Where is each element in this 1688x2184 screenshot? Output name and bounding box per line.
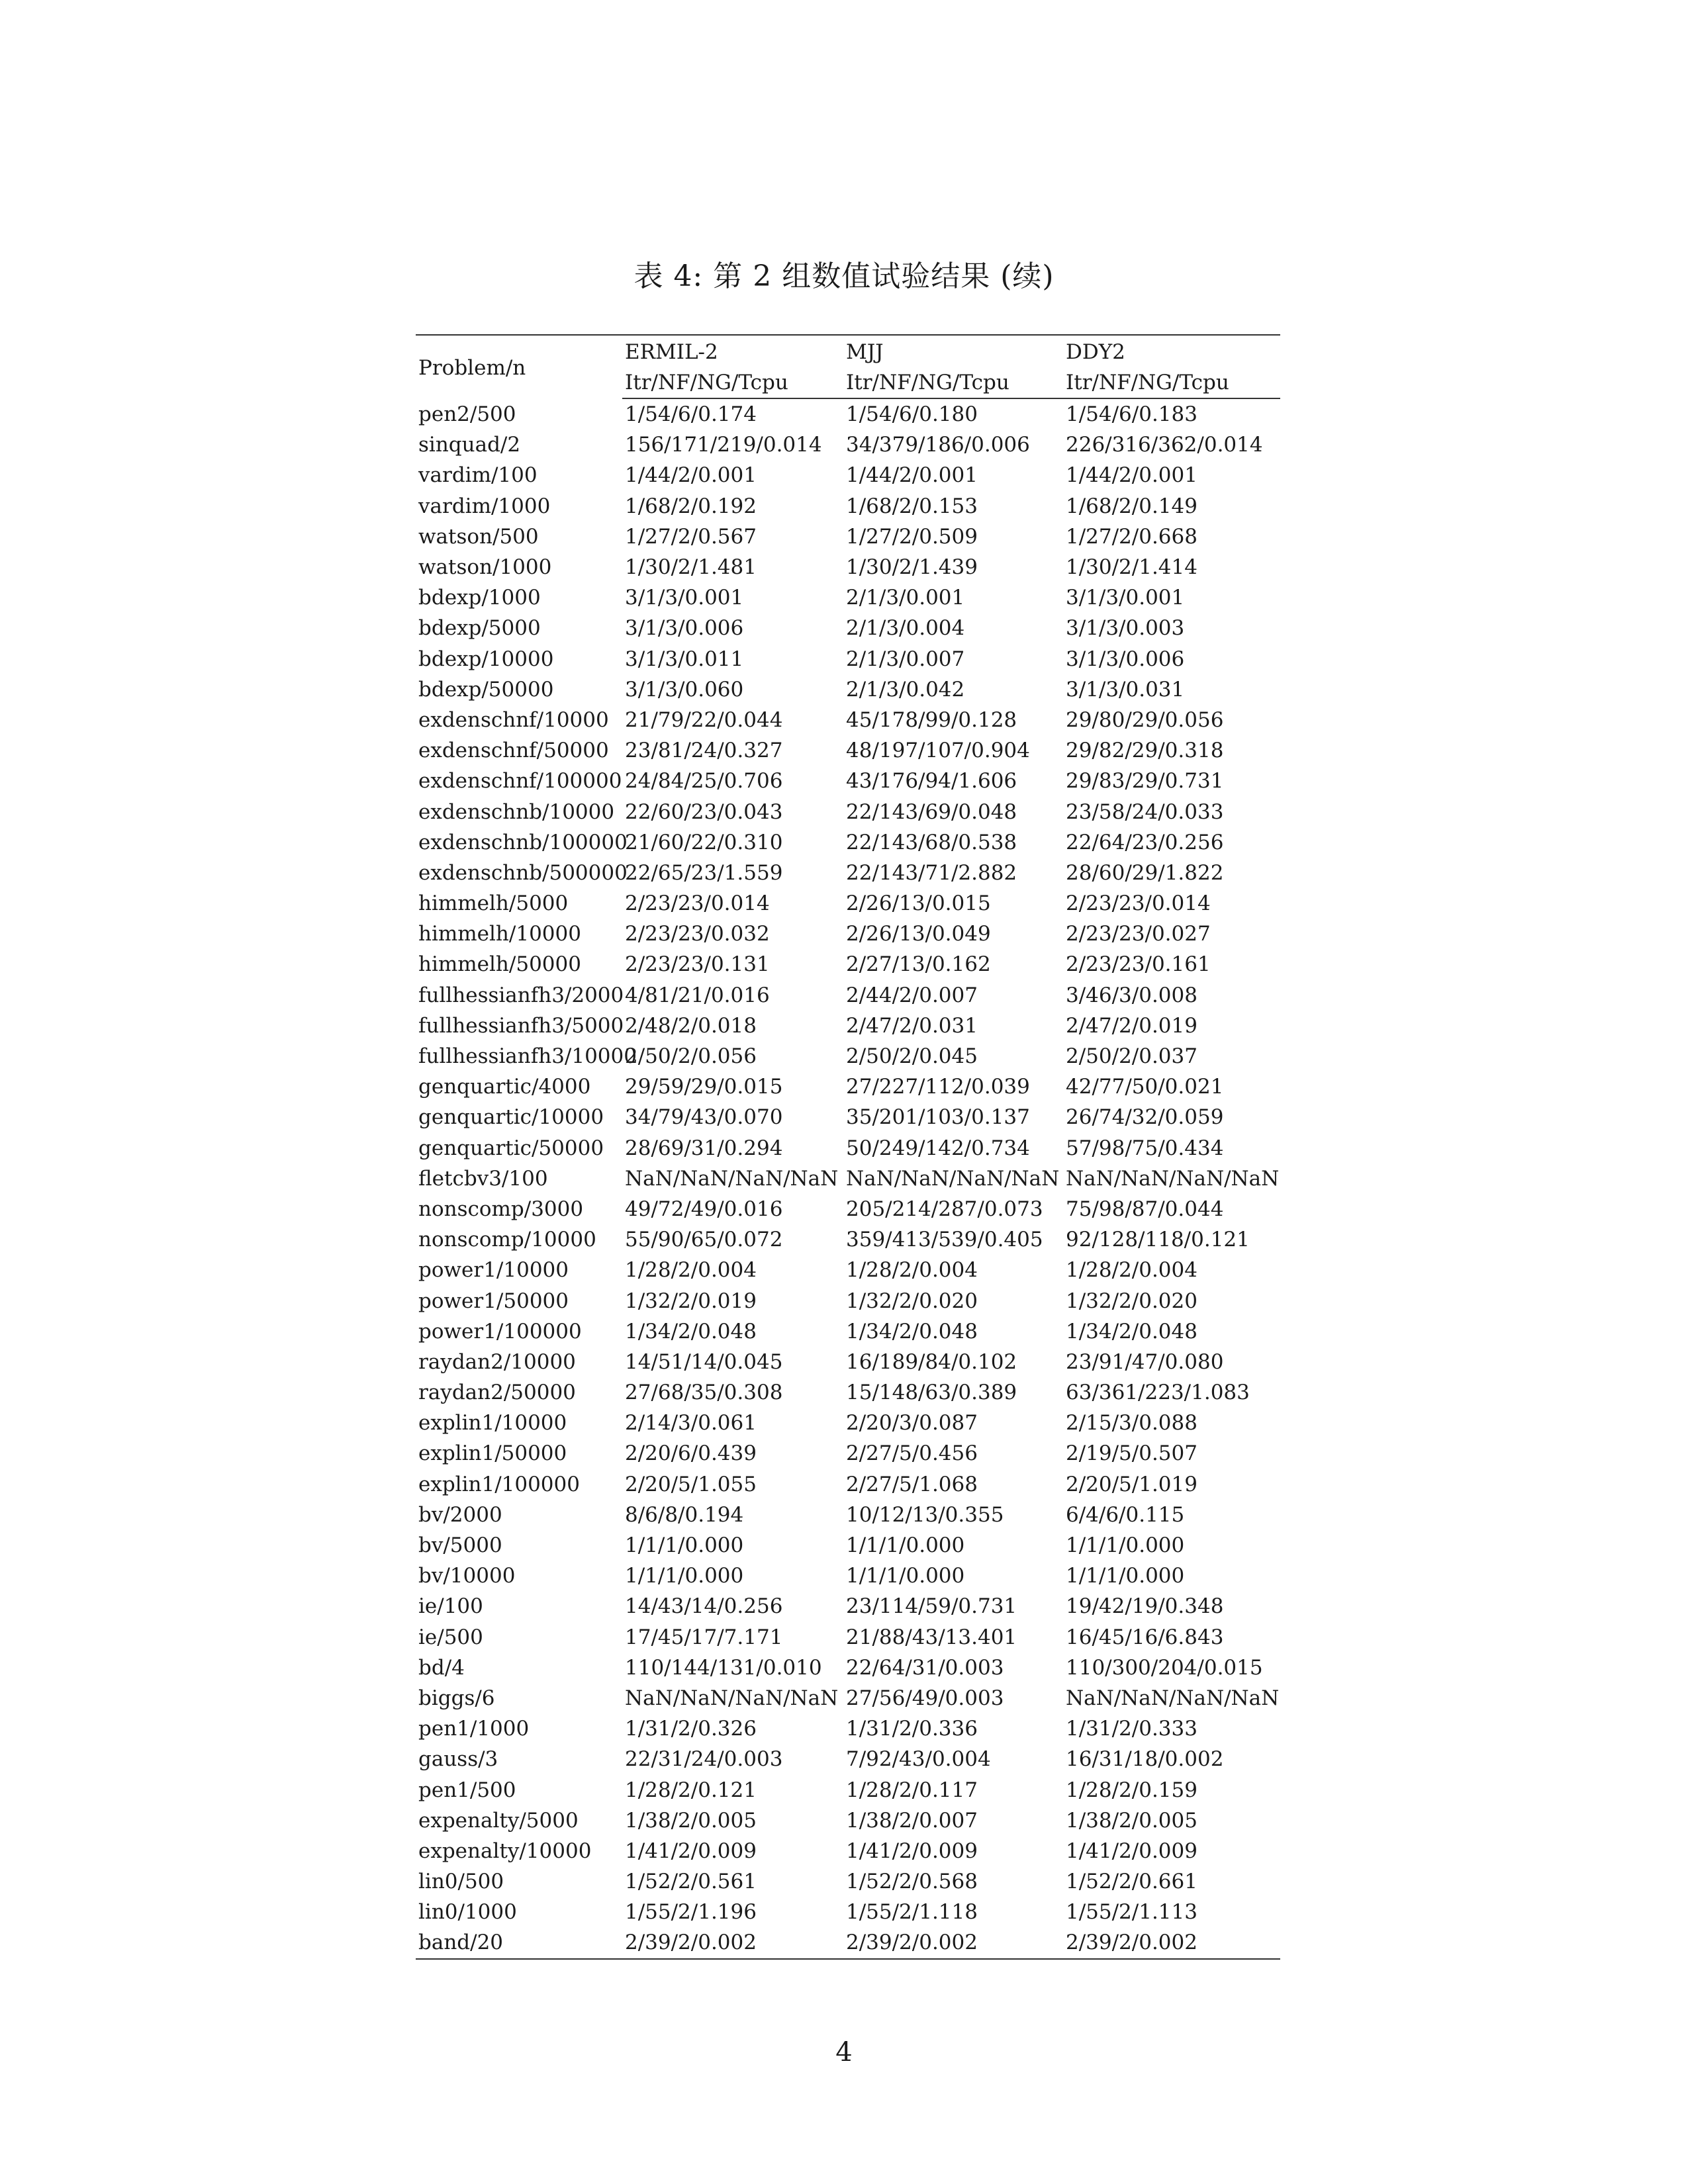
cell-mjj: 34/379/186/0.006	[846, 433, 1030, 457]
cell-ermil2: 3/1/3/0.006	[625, 616, 744, 641]
cell-ddy2: 1/38/2/0.005	[1066, 1808, 1197, 1833]
cell-problem: watson/500	[418, 524, 539, 549]
cell-ddy2: 16/31/18/0.002	[1066, 1747, 1224, 1772]
cell-ddy2: 29/80/29/0.056	[1066, 707, 1224, 732]
cell-problem: expenalty/5000	[418, 1808, 579, 1833]
cell-ddy2: NaN/NaN/NaN/NaN	[1066, 1686, 1280, 1710]
cell-mjj: 7/92/43/0.004	[846, 1747, 991, 1772]
table-row	[416, 1163, 1280, 1194]
cell-ddy2: 2/23/23/0.014	[1066, 891, 1211, 916]
cell-ermil2: 2/20/6/0.439	[625, 1441, 757, 1466]
page-number: 4	[835, 2037, 853, 2068]
cell-problem: power1/10000	[418, 1258, 569, 1283]
table-row	[416, 1866, 1280, 1897]
cell-ermil2: 156/171/219/0.014	[625, 433, 822, 457]
results-table-container	[416, 334, 1280, 1960]
cell-ddy2: 1/41/2/0.009	[1066, 1839, 1197, 1863]
cell-problem: bv/5000	[418, 1533, 502, 1558]
table-row	[416, 1408, 1280, 1438]
table-row	[416, 1316, 1280, 1347]
table-row	[416, 398, 1280, 430]
cell-ddy2: 1/52/2/0.661	[1066, 1870, 1197, 1894]
header-problem: Problem/n	[416, 335, 622, 398]
table-row	[416, 1653, 1280, 1683]
cell-ddy2: 1/31/2/0.333	[1066, 1717, 1197, 1741]
cell-ermil2: 1/52/2/0.561	[625, 1870, 757, 1894]
cell-ddy2: 1/68/2/0.149	[1066, 494, 1197, 518]
cell-problem: bdexp/5000	[418, 616, 541, 641]
header-metric-ddy2: Itr/NF/NG/Tcpu	[1063, 367, 1280, 398]
cell-ddy2: 1/44/2/0.001	[1066, 463, 1197, 488]
cell-mjj: 45/178/99/0.128	[846, 707, 1017, 732]
table-row	[416, 1805, 1280, 1836]
cell-mjj: 27/227/112/0.039	[846, 1075, 1030, 1099]
cell-ddy2: 28/60/29/1.822	[1066, 860, 1224, 885]
table-row	[416, 1041, 1280, 1071]
cell-ermil2: 3/1/3/0.001	[625, 586, 744, 610]
cell-ddy2: 1/1/1/0.000	[1066, 1564, 1185, 1588]
cell-ermil2: 4/81/21/0.016	[625, 983, 770, 1007]
table-row	[416, 1255, 1280, 1285]
table-row	[416, 1744, 1280, 1774]
cell-mjj: 2/47/2/0.031	[846, 1013, 978, 1038]
cell-ermil2: 2/48/2/0.018	[625, 1013, 757, 1038]
table-row	[416, 460, 1280, 490]
cell-mjj: 1/41/2/0.009	[846, 1839, 978, 1863]
cell-mjj: 27/56/49/0.003	[846, 1686, 1004, 1710]
cell-mjj: 1/68/2/0.153	[846, 494, 978, 518]
cell-ermil2: 1/68/2/0.192	[625, 494, 757, 518]
table-row	[416, 1530, 1280, 1561]
cell-problem: bdexp/50000	[418, 677, 554, 702]
cell-ermil2: 1/1/1/0.000	[625, 1564, 744, 1588]
table-row	[416, 430, 1280, 460]
cell-mjj: 2/27/5/0.456	[846, 1441, 978, 1466]
cell-problem: fullhessianfh3/5000	[418, 1013, 624, 1038]
cell-mjj: 23/114/59/0.731	[846, 1594, 1017, 1619]
cell-ermil2: 34/79/43/0.070	[625, 1105, 783, 1130]
cell-mjj: 2/1/3/0.001	[846, 586, 965, 610]
cell-problem: watson/1000	[418, 555, 552, 580]
cell-mjj: 359/413/539/0.405	[846, 1228, 1043, 1252]
cell-mjj: 2/44/2/0.007	[846, 983, 978, 1007]
cell-problem: nonscomp/10000	[418, 1228, 596, 1252]
cell-ddy2: 1/34/2/0.048	[1066, 1319, 1197, 1343]
cell-ermil2: 21/60/22/0.310	[625, 830, 783, 854]
cell-problem: explin1/100000	[418, 1472, 580, 1496]
cell-mjj: 1/54/6/0.180	[846, 402, 978, 427]
cell-mjj: 2/1/3/0.007	[846, 647, 965, 671]
table-row	[416, 1377, 1280, 1408]
cell-ermil2: 1/27/2/0.567	[625, 524, 757, 549]
cell-problem: pen1/1000	[418, 1717, 530, 1741]
cell-mjj: 21/88/43/13.401	[846, 1625, 1017, 1649]
cell-problem: bv/2000	[418, 1502, 502, 1527]
cell-ddy2: 2/50/2/0.037	[1066, 1044, 1197, 1069]
cell-mjj: 16/189/84/0.102	[846, 1349, 1017, 1374]
table-row	[416, 766, 1280, 796]
cell-problem: lin0/500	[418, 1870, 504, 1894]
cell-ddy2: 2/39/2/0.002	[1063, 1927, 1280, 1958]
cell-ddy2: 42/77/50/0.021	[1066, 1075, 1224, 1099]
table-row	[416, 613, 1280, 643]
table-row	[416, 827, 1280, 858]
cell-ermil2: 1/32/2/0.019	[625, 1289, 757, 1313]
cell-ddy2: 1/55/2/1.113	[1066, 1900, 1197, 1925]
table-row	[416, 552, 1280, 582]
table-row	[416, 1774, 1280, 1805]
table-row	[416, 1713, 1280, 1744]
cell-problem: bdexp/10000	[418, 647, 554, 671]
header-method-mjj: MJJ	[843, 335, 1063, 367]
cell-mjj: 1/44/2/0.001	[846, 463, 978, 488]
cell-ermil2: 27/68/35/0.308	[625, 1381, 783, 1405]
cell-ddy2: 2/23/23/0.027	[1066, 922, 1211, 946]
cell-problem: pen2/500	[418, 402, 516, 426]
cell-problem: bdexp/1000	[418, 586, 541, 610]
cell-ddy2: 3/1/3/0.001	[1066, 586, 1185, 610]
cell-ddy2: 75/98/87/0.044	[1066, 1197, 1224, 1221]
cell-ermil2: 110/144/131/0.010	[625, 1655, 822, 1680]
table-row	[416, 1836, 1280, 1866]
cell-problem: exdenschnb/10000	[418, 799, 615, 824]
table-row	[416, 674, 1280, 705]
table-row	[416, 1102, 1280, 1132]
cell-ddy2: 63/361/223/1.083	[1066, 1381, 1250, 1405]
cell-ermil2: 29/59/29/0.015	[625, 1075, 783, 1099]
cell-ermil2: 1/44/2/0.001	[625, 463, 757, 488]
cell-ddy2: 1/27/2/0.668	[1066, 524, 1197, 549]
cell-ermil2: 1/41/2/0.009	[625, 1839, 757, 1863]
cell-ermil2: 24/84/25/0.706	[625, 769, 783, 794]
cell-ermil2: 2/50/2/0.056	[625, 1044, 757, 1069]
cell-ddy2: 2/15/3/0.088	[1066, 1411, 1197, 1435]
cell-mjj: 43/176/94/1.606	[846, 769, 1017, 794]
cell-ermil2: 22/60/23/0.043	[625, 799, 783, 824]
cell-mjj: 2/27/5/1.068	[846, 1472, 978, 1496]
cell-ermil2: 2/14/3/0.061	[625, 1411, 757, 1435]
cell-mjj: NaN/NaN/NaN/NaN	[846, 1166, 1060, 1191]
cell-ermil2: 2/23/23/0.131	[625, 952, 770, 977]
cell-mjj: 1/28/2/0.004	[846, 1258, 978, 1283]
cell-problem: explin1/10000	[418, 1411, 567, 1435]
cell-ermil2: 1/38/2/0.005	[625, 1808, 757, 1833]
cell-ermil2: 22/65/23/1.559	[625, 860, 783, 885]
cell-problem: ie/100	[418, 1594, 483, 1619]
cell-problem: himmelh/50000	[418, 952, 581, 977]
cell-problem: expenalty/10000	[418, 1839, 592, 1863]
table-row	[416, 1927, 1280, 1958]
table-row	[416, 1591, 1280, 1621]
cell-problem: exdenschnb/100000	[418, 830, 628, 854]
cell-ddy2: 3/1/3/0.006	[1066, 647, 1185, 671]
table-row	[416, 1469, 1280, 1500]
cell-problem: genquartic/10000	[418, 1105, 604, 1130]
cell-mjj: 1/55/2/1.118	[846, 1900, 978, 1925]
cell-ermil2: NaN/NaN/NaN/NaN	[625, 1686, 839, 1710]
header-metric-ermil2: Itr/NF/NG/Tcpu	[622, 367, 843, 398]
table-row	[416, 1561, 1280, 1591]
cell-ddy2: 3/46/3/0.008	[1066, 983, 1197, 1007]
cell-ermil2: 1/54/6/0.174	[625, 402, 757, 427]
cell-mjj: 1/1/1/0.000	[846, 1564, 965, 1588]
cell-problem: exdenschnf/50000	[418, 739, 609, 763]
cell-problem: fullhessianfh3/10000	[418, 1044, 637, 1069]
cell-mjj: 2/39/2/0.002	[843, 1927, 1063, 1958]
cell-mjj: 1/28/2/0.117	[846, 1778, 978, 1802]
cell-problem: vardim/1000	[418, 494, 551, 518]
cell-ermil2: 1/28/2/0.004	[625, 1258, 757, 1283]
table-row	[416, 919, 1280, 949]
header-method-ermil2: ERMIL-2	[622, 335, 843, 367]
cell-problem: himmelh/5000	[418, 891, 569, 916]
cell-mjj: 2/27/13/0.162	[846, 952, 991, 977]
table-row	[416, 644, 1280, 674]
cell-mjj: 15/148/63/0.389	[846, 1381, 1017, 1405]
cell-ddy2: 16/45/16/6.843	[1066, 1625, 1224, 1649]
cell-problem: fullhessianfh3/2000	[418, 983, 624, 1007]
cell-ermil2: 1/34/2/0.048	[625, 1319, 757, 1343]
cell-ddy2: 2/20/5/1.019	[1066, 1472, 1197, 1496]
cell-problem: power1/100000	[418, 1319, 582, 1343]
table-caption: 表 4: 第 2 组数值试验结果 (续)	[633, 259, 1055, 293]
cell-problem: exdenschnb/500000	[418, 860, 628, 885]
cell-mjj: 2/20/3/0.087	[846, 1411, 978, 1435]
results-table	[416, 334, 1280, 1960]
cell-ermil2: 28/69/31/0.294	[625, 1136, 783, 1160]
cell-problem: genquartic/50000	[418, 1136, 604, 1160]
cell-mjj: 1/32/2/0.020	[846, 1289, 978, 1313]
cell-ddy2: 6/4/6/0.115	[1066, 1502, 1185, 1527]
cell-ddy2: 29/83/29/0.731	[1066, 769, 1224, 794]
cell-ddy2: 29/82/29/0.318	[1066, 739, 1224, 763]
cell-ddy2: 3/1/3/0.031	[1066, 677, 1185, 702]
cell-mjj: 1/31/2/0.336	[846, 1717, 978, 1741]
cell-ddy2: 226/316/362/0.014	[1066, 433, 1263, 457]
cell-ddy2: 1/28/2/0.159	[1066, 1778, 1197, 1802]
table-body	[416, 398, 1280, 1959]
cell-mjj: 1/38/2/0.007	[846, 1808, 978, 1833]
cell-mjj: 22/143/71/2.882	[846, 860, 1017, 885]
cell-problem: genquartic/4000	[418, 1075, 591, 1099]
table-row	[416, 1224, 1280, 1255]
cell-problem: biggs/6	[418, 1686, 495, 1710]
cell-mjj: 2/50/2/0.045	[846, 1044, 978, 1069]
cell-ddy2: 1/30/2/1.414	[1066, 555, 1197, 580]
table-row	[416, 1683, 1280, 1713]
cell-ddy2: 23/58/24/0.033	[1066, 799, 1224, 824]
header-metric-mjj: Itr/NF/NG/Tcpu	[843, 367, 1063, 398]
table-row	[416, 1500, 1280, 1530]
cell-ddy2: 1/32/2/0.020	[1066, 1289, 1197, 1313]
cell-problem: ie/500	[418, 1625, 483, 1649]
cell-ddy2: 2/23/23/0.161	[1066, 952, 1211, 977]
cell-ermil2: 21/79/22/0.044	[625, 707, 783, 732]
table-row	[416, 1347, 1280, 1377]
cell-problem: vardim/100	[418, 463, 538, 488]
cell-ddy2: 26/74/32/0.059	[1066, 1105, 1224, 1130]
cell-ermil2: 22/31/24/0.003	[625, 1747, 783, 1772]
cell-ddy2: 92/128/118/0.121	[1066, 1228, 1250, 1252]
table-row	[416, 949, 1280, 979]
cell-ermil2: 55/90/65/0.072	[625, 1228, 783, 1252]
table-row	[416, 735, 1280, 766]
cell-problem: power1/50000	[418, 1289, 569, 1313]
cell-problem: nonscomp/3000	[418, 1197, 584, 1221]
table-row	[416, 1011, 1280, 1041]
table-row	[416, 858, 1280, 888]
cell-problem: raydan2/50000	[418, 1381, 576, 1405]
cell-mjj: 205/214/287/0.073	[846, 1197, 1043, 1221]
cell-ermil2: 2/23/23/0.032	[625, 922, 770, 946]
cell-ermil2: 3/1/3/0.011	[625, 647, 744, 671]
table-row	[416, 1194, 1280, 1224]
cell-ermil2: NaN/NaN/NaN/NaN	[625, 1166, 839, 1191]
cell-mjj: 2/26/13/0.015	[846, 891, 991, 916]
cell-ermil2: 1/28/2/0.121	[625, 1778, 757, 1802]
table-row	[416, 1285, 1280, 1316]
table-row	[416, 705, 1280, 735]
cell-problem: bv/10000	[418, 1564, 516, 1588]
cell-problem: bd/4	[418, 1655, 465, 1680]
cell-problem: exdenschnf/10000	[418, 707, 609, 732]
cell-problem: fletcbv3/100	[418, 1166, 548, 1191]
table-row	[416, 582, 1280, 613]
cell-problem: sinquad/2	[418, 433, 521, 457]
table-row	[416, 1438, 1280, 1469]
cell-mjj: 2/1/3/0.004	[846, 616, 965, 641]
cell-mjj: 48/197/107/0.904	[846, 739, 1030, 763]
table-row	[416, 1622, 1280, 1653]
cell-ermil2: 1/31/2/0.326	[625, 1717, 757, 1741]
table-row	[416, 522, 1280, 552]
cell-mjj: 50/249/142/0.734	[846, 1136, 1030, 1160]
cell-ddy2: 2/47/2/0.019	[1066, 1013, 1197, 1038]
cell-ermil2: 3/1/3/0.060	[625, 677, 744, 702]
cell-ermil2: 2/39/2/0.002	[622, 1927, 843, 1958]
cell-problem: explin1/50000	[418, 1441, 567, 1466]
cell-problem: pen1/500	[418, 1778, 516, 1802]
cell-mjj: 10/12/13/0.355	[846, 1502, 1004, 1527]
cell-ermil2: 49/72/49/0.016	[625, 1197, 783, 1221]
cell-mjj: 1/30/2/1.439	[846, 555, 978, 580]
cell-ermil2: 1/55/2/1.196	[625, 1900, 757, 1925]
cell-ddy2: 22/64/23/0.256	[1066, 830, 1224, 854]
table-header	[416, 335, 1280, 398]
cell-mjj: 22/64/31/0.003	[846, 1655, 1004, 1680]
table-row	[416, 1071, 1280, 1102]
cell-mjj: 2/1/3/0.042	[846, 677, 965, 702]
cell-problem: exdenschnf/100000	[418, 769, 622, 794]
cell-ermil2: 23/81/24/0.327	[625, 739, 783, 763]
cell-problem: lin0/1000	[418, 1900, 517, 1925]
table-row	[416, 491, 1280, 522]
cell-problem: gauss/3	[418, 1747, 498, 1772]
cell-ddy2: 110/300/204/0.015	[1066, 1655, 1263, 1680]
cell-mjj: 1/52/2/0.568	[846, 1870, 978, 1894]
cell-ermil2: 1/1/1/0.000	[625, 1533, 744, 1558]
table-row	[416, 796, 1280, 827]
cell-ermil2: 2/20/5/1.055	[625, 1472, 757, 1496]
cell-mjj: 1/34/2/0.048	[846, 1319, 978, 1343]
cell-mjj: 35/201/103/0.137	[846, 1105, 1030, 1130]
cell-ddy2: 3/1/3/0.003	[1066, 616, 1185, 641]
table-row	[416, 888, 1280, 919]
cell-mjj: 22/143/69/0.048	[846, 799, 1017, 824]
cell-problem: raydan2/10000	[418, 1349, 576, 1374]
cell-ddy2: 23/91/47/0.080	[1066, 1349, 1224, 1374]
cell-ermil2: 14/43/14/0.256	[625, 1594, 783, 1619]
cell-ddy2: 1/54/6/0.183	[1066, 402, 1197, 427]
cell-problem: himmelh/10000	[418, 922, 581, 946]
cell-problem: band/20	[416, 1927, 622, 1958]
cell-mjj: 22/143/68/0.538	[846, 830, 1017, 854]
table-row	[416, 980, 1280, 1011]
cell-ermil2: 17/45/17/7.171	[625, 1625, 783, 1649]
cell-ddy2: 57/98/75/0.434	[1066, 1136, 1224, 1160]
cell-ddy2: 19/42/19/0.348	[1066, 1594, 1224, 1619]
cell-mjj: 1/1/1/0.000	[846, 1533, 965, 1558]
cell-ermil2: 14/51/14/0.045	[625, 1349, 783, 1374]
cell-mjj: 2/26/13/0.049	[846, 922, 991, 946]
cell-ddy2: NaN/NaN/NaN/NaN	[1066, 1166, 1280, 1191]
cell-ddy2: 1/1/1/0.000	[1066, 1533, 1185, 1558]
table-row	[416, 1897, 1280, 1927]
cell-ddy2: 2/19/5/0.507	[1066, 1441, 1197, 1466]
cell-mjj: 1/27/2/0.509	[846, 524, 978, 549]
table-row	[416, 1133, 1280, 1163]
header-method-ddy2: DDY2	[1063, 335, 1280, 367]
cell-ddy2: 1/28/2/0.004	[1066, 1258, 1197, 1283]
cell-ermil2: 1/30/2/1.481	[625, 555, 757, 580]
cell-ermil2: 8/6/8/0.194	[625, 1502, 744, 1527]
cell-ermil2: 2/23/23/0.014	[625, 891, 770, 916]
